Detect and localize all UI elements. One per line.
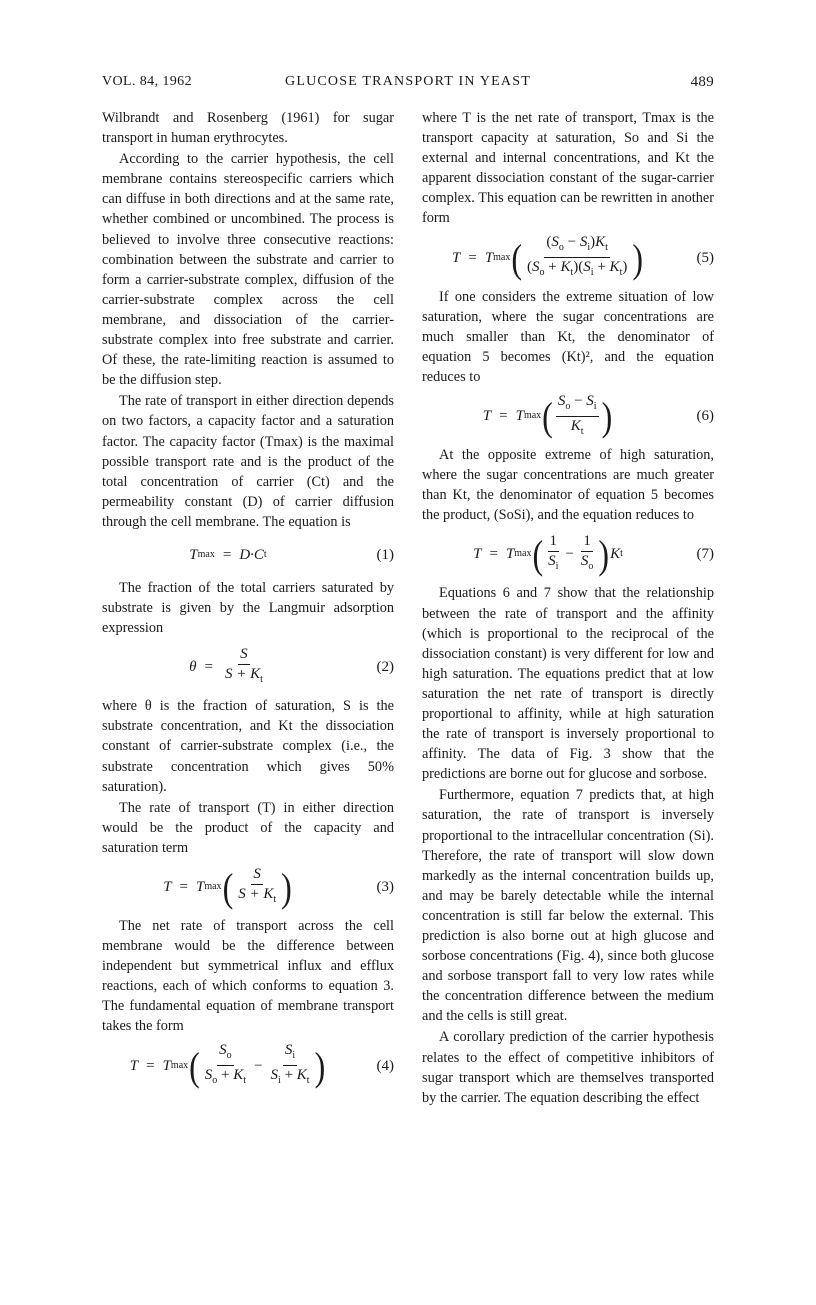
paragraph: The rate of transport (T) in either direction would be the product of the capacity and saturation term	[102, 799, 394, 856]
equation-number: (2)	[376, 659, 394, 676]
equation-number: (5)	[696, 249, 714, 266]
paragraph: At the opposite extreme of high saturation, where the sugar concentrations are much greater than Kt, the denominator of equation 5 becomes the product, (SoSi), and the equation reduces to	[422, 447, 714, 524]
paragraph: Wilbrandt and Rosenberg (1961) for sugar transport in human erythrocytes.	[102, 110, 394, 147]
paragraph: The rate of transport in either direction depends on two factors, a capacity factor and a saturation factor. The capacity factor (Tmax) is the maximal possible transport rate and is the product of the total concentration of carrier (Ct) and the permeability constant (D) of carrier diffusion through the cell membrane. The equation is	[102, 393, 394, 530]
page-number: 489	[690, 74, 714, 90]
paragraph: If one considers the extreme situation of low saturation, where the sugar concentrations are much smaller than Kt, the denominator of equation 5 becomes (Kt)², and the equation reduces to	[422, 288, 714, 385]
equation-6: T = T max ( $\frac{S_o - S_i}{K_t}$ ) (6)	[482, 392, 714, 439]
equation-number: (3)	[376, 878, 394, 895]
paragraph: A corollary prediction of the carrier hypothesis relates to the effect of competitive inhibitors of sugar transport which are themselves transported by the carrier. The equation describing the effect	[422, 1029, 714, 1106]
paragraph: Equations 6 and 7 show that the relationship between the rate of transport and the affinity (which is proportional to the reciprocal of the dissociation constant) is very different for low and high saturation. The equations predict that at low saturation the net rate of transport is directly proportional to affinity, while at high saturation the rate of transport is inversely proportional to affinity. The data of Fig. 3 show that the predictions are borne out for glucose and sorbose.	[422, 585, 714, 783]
equation-5: T = T max ( $\frac{(S_o - S_i)K_t}{(S_o + K_t)(S_i + K_t)}$ ) (5)	[452, 234, 714, 281]
equation-number: (4)	[376, 1057, 394, 1074]
equation-1: T max = D·C t (1)	[102, 532, 394, 578]
paragraph: where θ is the fraction of saturation, S is the substrate concentration, and Kt the dissociation constant of carrier-substrate complex (i.e., the substrate concentration which gives 50% saturation).	[102, 698, 394, 795]
equation-number: (7)	[696, 546, 714, 563]
paragraph: The net rate of transport across the cell membrane would be the difference between independent but symmetrical influx and efflux reactions, each of which conforms to equation 3. The fundamental equation of membrane transport takes the form	[102, 918, 394, 1035]
right-column	[422, 108, 714, 1108]
equation-2: θ = $\frac{S}{S + K_t}$ (2)	[189, 646, 394, 686]
running-title: GLUCOSE TRANSPORT IN YEAST	[285, 74, 531, 89]
equation-number: (1)	[376, 546, 394, 563]
left-column	[102, 108, 394, 1095]
equation-4: T = T max ( $\frac{S_o}{S_o + K_t}$ − $\frac{S_i}{S_i + K_t}$ ) (4)	[129, 1042, 394, 1089]
equation-7: T = T max ( $\frac{1}{S_i}$ − $\frac{1}{S_o}$ ) K t (7)	[473, 531, 714, 577]
paragraph: According to the carrier hypothesis, the cell membrane contains stereospecific carriers which can diffuse in both directions and at the same rate, whether combined or uncombined. The process is believed to involve three consecutive reactions: combination between the substrate and carrier to form a carrier-substrate complex, diffusion of the carrier-substrate complex across the cell membrane, and dissociation of the carrier-substrate complex into free substrate and carrier. Of these, the rate-limiting reaction is assumed to be the diffusion step.	[102, 151, 394, 389]
running-header	[102, 74, 714, 94]
equation-number: (6)	[696, 407, 714, 424]
equation-3: T = T max ( $\frac{S}{S + K_t}$ ) (3)	[163, 864, 394, 910]
paragraph: The fraction of the total carriers saturated by substrate is given by the Langmuir adsorption expression	[102, 579, 394, 637]
volume-label: VOL. 84, 1962	[102, 74, 192, 89]
paragraph: where T is the net rate of transport, Tmax is the transport capacity at saturation, So and Si the external and internal concentrations, and Kt the apparent dissociation constant of the sugar-carrier complex. This equation can be rewritten in another form	[422, 110, 714, 227]
paragraph: Furthermore, equation 7 predicts that, at high saturation, the rate of transport is inversely proportional to the intracellular concentration (Si). Therefore, the rate of transport will slow down markedly as the internal concentration builds up, and may be barely detectable while the internal concentration is still far below the external. This prediction is also borne out at high glucose and sorbose concentrations (Fig. 4), since both glucose and sorbose transport fall to very low rates while the concentration difference between the medium and the cells is still great.	[422, 787, 714, 1025]
